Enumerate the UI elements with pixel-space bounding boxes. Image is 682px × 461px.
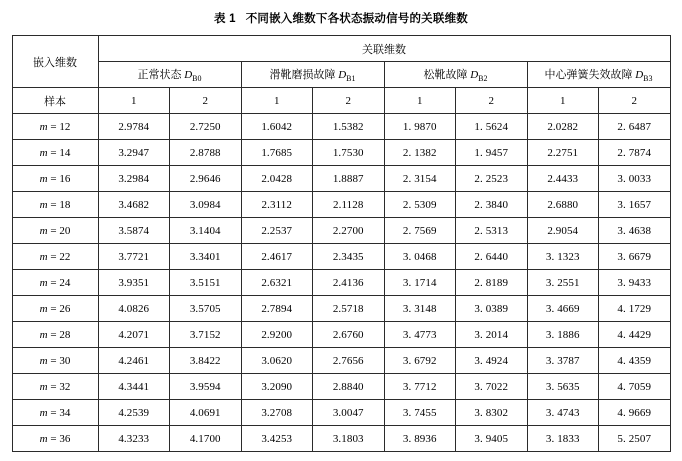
cell-5-3: 2.3435 bbox=[313, 244, 385, 270]
cell-10-7: 4. 7059 bbox=[599, 374, 671, 400]
cell-9-3: 2.7656 bbox=[313, 348, 385, 374]
cell-6-1: 3.5151 bbox=[170, 270, 242, 296]
header-group-normal-symbol: D bbox=[184, 68, 193, 81]
table-body bbox=[12, 114, 670, 452]
cell-9-0: 4.2461 bbox=[98, 348, 170, 374]
cell-4-4: 2. 7569 bbox=[384, 218, 456, 244]
cell-7-0: 4.0826 bbox=[98, 296, 170, 322]
table-row: m = 34 4.2539 4.0691 3.2708 3.0047 3. 7455 3. 8302 3. 4743 4. 9669 bbox=[12, 400, 670, 426]
cell-3-3: 2.1128 bbox=[313, 192, 385, 218]
cell-8-0: 4.2071 bbox=[98, 322, 170, 348]
cell-3-7: 3. 1657 bbox=[599, 192, 671, 218]
cell-6-6: 3. 2551 bbox=[527, 270, 599, 296]
row-label-9: = 30 bbox=[50, 354, 71, 367]
row-label-10: = 32 bbox=[50, 380, 71, 393]
cell-4-2: 2.2537 bbox=[241, 218, 313, 244]
cell-0-4: 1. 9870 bbox=[384, 114, 456, 140]
cell-6-3: 2.4136 bbox=[313, 270, 385, 296]
cell-2-7: 3. 0033 bbox=[599, 166, 671, 192]
cell-10-4: 3. 7712 bbox=[384, 374, 456, 400]
cell-8-2: 2.9200 bbox=[241, 322, 313, 348]
header-group-shoe-wear-subscript: B1 bbox=[346, 74, 356, 84]
cell-2-0: 3.2984 bbox=[98, 166, 170, 192]
cell-5-1: 3.3401 bbox=[170, 244, 242, 270]
cell-1-6: 2.2751 bbox=[527, 140, 599, 166]
cell-10-6: 3. 5635 bbox=[527, 374, 599, 400]
header-subcol-5: 1 bbox=[384, 88, 456, 114]
cell-11-0: 4.2539 bbox=[98, 400, 170, 426]
row-label-8: = 28 bbox=[50, 328, 71, 341]
cell-1-4: 2. 1382 bbox=[384, 140, 456, 166]
cell-12-3: 3.1803 bbox=[313, 426, 385, 452]
cell-5-0: 3.7721 bbox=[98, 244, 170, 270]
cell-3-2: 2.3112 bbox=[241, 192, 313, 218]
cell-2-6: 2.4433 bbox=[527, 166, 599, 192]
cell-4-1: 3.1404 bbox=[170, 218, 242, 244]
header-group-shoe-wear-label: 滑靴磨损故障 bbox=[269, 68, 336, 81]
header-correlation-dimension: 关联维数 bbox=[98, 36, 670, 62]
cell-7-7: 4. 1729 bbox=[599, 296, 671, 322]
cell-7-2: 2.7894 bbox=[241, 296, 313, 322]
cell-5-4: 3. 0468 bbox=[384, 244, 456, 270]
header-group-spring-failure-label: 中心弹簧失效故障 bbox=[544, 68, 633, 81]
cell-4-6: 2.9054 bbox=[527, 218, 599, 244]
cell-0-7: 2. 6487 bbox=[599, 114, 671, 140]
cell-3-0: 3.4682 bbox=[98, 192, 170, 218]
cell-0-6: 2.0282 bbox=[527, 114, 599, 140]
header-subcol-6: 2 bbox=[456, 88, 528, 114]
header-group-spring-failure-symbol: D bbox=[635, 68, 644, 81]
header-group-loose-shoe-label: 松靴故障 bbox=[423, 68, 468, 81]
header-subcol-4: 2 bbox=[313, 88, 385, 114]
cell-2-3: 1.8887 bbox=[313, 166, 385, 192]
header-group-normal bbox=[98, 62, 241, 88]
row-label-1: = 14 bbox=[50, 146, 71, 159]
cell-2-2: 2.0428 bbox=[241, 166, 313, 192]
cell-2-4: 2. 3154 bbox=[384, 166, 456, 192]
row-label-12: = 36 bbox=[50, 432, 71, 445]
header-group-loose-shoe-subscript: B2 bbox=[478, 74, 488, 84]
cell-12-6: 3. 1833 bbox=[527, 426, 599, 452]
cell-4-3: 2.2700 bbox=[313, 218, 385, 244]
cell-11-6: 3. 4743 bbox=[527, 400, 599, 426]
cell-11-3: 3.0047 bbox=[313, 400, 385, 426]
header-sample: 样本 bbox=[12, 88, 98, 114]
table-row: m = 20 3.5874 3.1404 2.2537 2.2700 2. 7569 2. 5313 2.9054 3. 4638 bbox=[12, 218, 670, 244]
table-row: m = 12 2.9784 2.7250 1.6042 1.5382 1. 9870 1. 5624 2.0282 2. 6487 bbox=[12, 114, 670, 140]
table-caption-text: 不同嵌入维数下各状态振动信号的关联维数 bbox=[245, 13, 468, 25]
header-subcol-3: 1 bbox=[241, 88, 313, 114]
table-caption bbox=[0, 0, 682, 35]
cell-6-2: 2.6321 bbox=[241, 270, 313, 296]
cell-5-6: 3. 1323 bbox=[527, 244, 599, 270]
cell-6-7: 3. 9433 bbox=[599, 270, 671, 296]
cell-0-2: 1.6042 bbox=[241, 114, 313, 140]
cell-9-1: 3.8422 bbox=[170, 348, 242, 374]
cell-8-4: 3. 4773 bbox=[384, 322, 456, 348]
cell-2-5: 2. 2523 bbox=[456, 166, 528, 192]
cell-1-0: 3.2947 bbox=[98, 140, 170, 166]
cell-7-3: 2.5718 bbox=[313, 296, 385, 322]
cell-10-5: 3. 7022 bbox=[456, 374, 528, 400]
cell-4-0: 3.5874 bbox=[98, 218, 170, 244]
cell-9-6: 3. 3787 bbox=[527, 348, 599, 374]
cell-10-0: 4.3441 bbox=[98, 374, 170, 400]
cell-11-1: 4.0691 bbox=[170, 400, 242, 426]
row-label-11: = 34 bbox=[50, 406, 71, 419]
table-row: m = 30 4.2461 3.8422 3.0620 2.7656 3. 6792 3. 4924 3. 3787 4. 4359 bbox=[12, 348, 670, 374]
cell-0-0: 2.9784 bbox=[98, 114, 170, 140]
row-label-0: = 12 bbox=[50, 120, 71, 133]
row-label-6: = 24 bbox=[50, 276, 71, 289]
cell-8-7: 4. 4429 bbox=[599, 322, 671, 348]
header-subcol-1: 1 bbox=[98, 88, 170, 114]
cell-5-7: 3. 6679 bbox=[599, 244, 671, 270]
header-embedding-dimension: 嵌入维数 bbox=[12, 36, 98, 88]
cell-1-3: 1.7530 bbox=[313, 140, 385, 166]
table-row: m = 22 3.7721 3.3401 2.4617 2.3435 3. 0468 2. 6440 3. 1323 3. 6679 bbox=[12, 244, 670, 270]
cell-10-3: 2.8840 bbox=[313, 374, 385, 400]
cell-7-1: 3.5705 bbox=[170, 296, 242, 322]
header-group-loose-shoe bbox=[384, 62, 527, 88]
correlation-dimension-table bbox=[12, 35, 671, 452]
table-row: m = 14 3.2947 2.8788 1.7685 1.7530 2. 1382 1. 9457 2.2751 2. 7874 bbox=[12, 140, 670, 166]
cell-1-7: 2. 7874 bbox=[599, 140, 671, 166]
cell-1-5: 1. 9457 bbox=[456, 140, 528, 166]
header-group-normal-subscript: B0 bbox=[192, 74, 202, 84]
cell-12-7: 5. 2507 bbox=[599, 426, 671, 452]
row-label-7: = 26 bbox=[50, 302, 71, 315]
cell-11-2: 3.2708 bbox=[241, 400, 313, 426]
cell-11-5: 3. 8302 bbox=[456, 400, 528, 426]
cell-4-7: 3. 4638 bbox=[599, 218, 671, 244]
cell-3-1: 3.0984 bbox=[170, 192, 242, 218]
cell-12-1: 4.1700 bbox=[170, 426, 242, 452]
cell-9-7: 4. 4359 bbox=[599, 348, 671, 374]
header-group-shoe-wear-symbol: D bbox=[338, 68, 347, 81]
table-row: m = 18 3.4682 3.0984 2.3112 2.1128 2. 5309 2. 3840 2.6880 3. 1657 bbox=[12, 192, 670, 218]
header-group-spring-failure-subscript: B3 bbox=[643, 74, 653, 84]
cell-12-0: 4.3233 bbox=[98, 426, 170, 452]
row-label-2: = 16 bbox=[50, 172, 71, 185]
table-row: m = 26 4.0826 3.5705 2.7894 2.5718 3. 3148 3. 0389 3. 4669 4. 1729 bbox=[12, 296, 670, 322]
table-header-row-top bbox=[12, 36, 670, 62]
cell-4-5: 2. 5313 bbox=[456, 218, 528, 244]
header-group-shoe-wear bbox=[241, 62, 384, 88]
header-subcol-7: 1 bbox=[527, 88, 599, 114]
cell-9-4: 3. 6792 bbox=[384, 348, 456, 374]
cell-11-7: 4. 9669 bbox=[599, 400, 671, 426]
header-group-loose-shoe-symbol: D bbox=[470, 68, 479, 81]
cell-0-1: 2.7250 bbox=[170, 114, 242, 140]
table-header-row-groups bbox=[12, 62, 670, 88]
cell-8-1: 3.7152 bbox=[170, 322, 242, 348]
cell-1-1: 2.8788 bbox=[170, 140, 242, 166]
cell-3-5: 2. 3840 bbox=[456, 192, 528, 218]
cell-2-1: 2.9646 bbox=[170, 166, 242, 192]
cell-12-4: 3. 8936 bbox=[384, 426, 456, 452]
cell-7-5: 3. 0389 bbox=[456, 296, 528, 322]
table-row: m = 24 3.9351 3.5151 2.6321 2.4136 3. 1714 2. 8189 3. 2551 3. 9433 bbox=[12, 270, 670, 296]
cell-1-2: 1.7685 bbox=[241, 140, 313, 166]
cell-8-5: 3. 2014 bbox=[456, 322, 528, 348]
cell-10-1: 3.9594 bbox=[170, 374, 242, 400]
header-subcol-2: 2 bbox=[170, 88, 242, 114]
cell-11-4: 3. 7455 bbox=[384, 400, 456, 426]
cell-12-2: 3.4253 bbox=[241, 426, 313, 452]
table-row: m = 32 4.3441 3.9594 3.2090 2.8840 3. 7712 3. 7022 3. 5635 4. 7059 bbox=[12, 374, 670, 400]
cell-10-2: 3.2090 bbox=[241, 374, 313, 400]
row-label-3: = 18 bbox=[50, 198, 71, 211]
row-label-5: = 22 bbox=[50, 250, 71, 263]
row-label-4: = 20 bbox=[50, 224, 71, 237]
cell-8-6: 3. 1886 bbox=[527, 322, 599, 348]
cell-8-3: 2.6760 bbox=[313, 322, 385, 348]
cell-9-2: 3.0620 bbox=[241, 348, 313, 374]
cell-12-5: 3. 9405 bbox=[456, 426, 528, 452]
header-group-normal-label: 正常状态 bbox=[137, 68, 182, 81]
header-group-spring-failure bbox=[527, 62, 670, 88]
cell-6-0: 3.9351 bbox=[98, 270, 170, 296]
table-row: m = 36 4.3233 4.1700 3.4253 3.1803 3. 8936 3. 9405 3. 1833 5. 2507 bbox=[12, 426, 670, 452]
cell-7-6: 3. 4669 bbox=[527, 296, 599, 322]
cell-5-2: 2.4617 bbox=[241, 244, 313, 270]
cell-7-4: 3. 3148 bbox=[384, 296, 456, 322]
cell-0-5: 1. 5624 bbox=[456, 114, 528, 140]
table-caption-number: 表 1 bbox=[213, 13, 236, 25]
cell-3-4: 2. 5309 bbox=[384, 192, 456, 218]
cell-6-4: 3. 1714 bbox=[384, 270, 456, 296]
cell-3-6: 2.6880 bbox=[527, 192, 599, 218]
cell-9-5: 3. 4924 bbox=[456, 348, 528, 374]
cell-5-5: 2. 6440 bbox=[456, 244, 528, 270]
header-subcol-8: 2 bbox=[599, 88, 671, 114]
table-row: m = 28 4.2071 3.7152 2.9200 2.6760 3. 4773 3. 2014 3. 1886 4. 4429 bbox=[12, 322, 670, 348]
table-header-row-subcolumns bbox=[12, 88, 670, 114]
table-row: m = 16 3.2984 2.9646 2.0428 1.8887 2. 3154 2. 2523 2.4433 3. 0033 bbox=[12, 166, 670, 192]
cell-0-3: 1.5382 bbox=[313, 114, 385, 140]
cell-6-5: 2. 8189 bbox=[456, 270, 528, 296]
